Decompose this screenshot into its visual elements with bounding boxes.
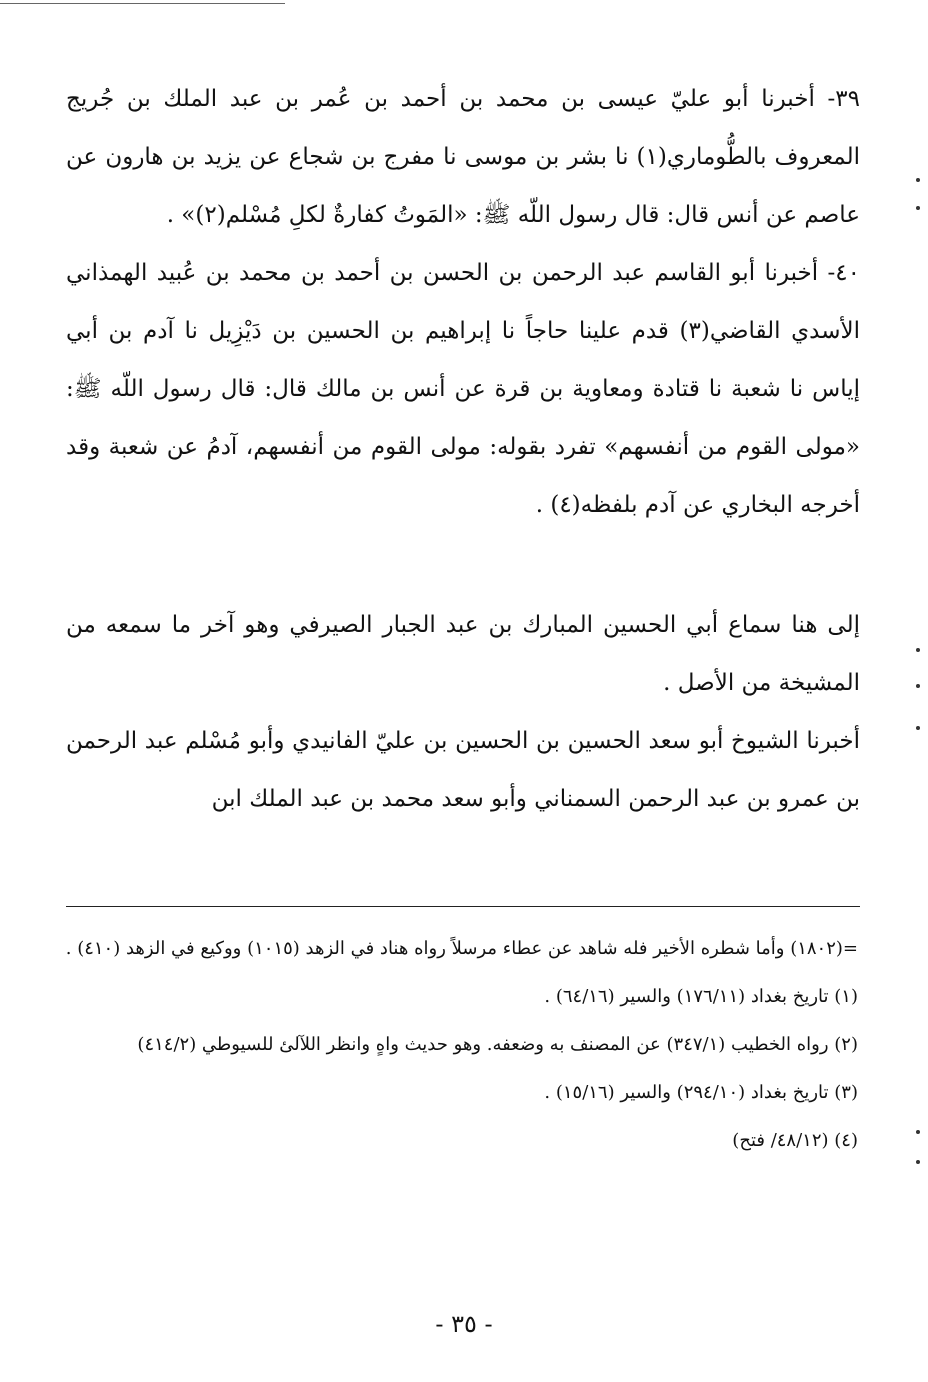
paragraph-gap <box>66 534 860 596</box>
footnote-continuation: =(١٨٠٢) وأما شطره الأخير فله شاهد عن عطاء مرسلاً رواه هناد في الزهد (١٠١٥) ووكيع في الزهد (٤١٠) . <box>65 938 858 959</box>
scan-edge-mark <box>916 684 920 688</box>
footnote-2: (٢) رواه الخطيب (٣٤٧/١) عن المصنف به وضعفه. وهو حديث واهٍ وانظر اللآلئ للسيوطي (٤١٤/٢) <box>137 1034 858 1055</box>
scan-edge-mark <box>916 178 920 182</box>
main-text <box>66 70 860 828</box>
page-number: - ٣٥ - <box>435 1310 493 1338</box>
scan-edge-mark <box>916 726 920 730</box>
footnote-3: (٣) تاريخ بغداد (٢٩٤/١٠) والسير (١٥/١٦) . <box>544 1082 858 1103</box>
hadith-39-paragraph: ٣٩- أخبرنا أبو عليّ عيسى بن محمد بن أحمد بن عُمر بن عبد الملك بن جُريج المعروف بالطُّوماري(١) نا بشر بن موسى نا مفرج بن شجاع عن يزيد بن هارون عن عاصم عن أنس قال: قال رسول اللّه ﷺ: «المَوتُ كفارةٌ لكلِ مُسْلم(٢)» . <box>66 86 860 228</box>
footnote-1: (١) تاريخ بغداد (١٧٦/١١) والسير (٦٤/١٦) . <box>544 986 858 1007</box>
scan-edge-mark <box>916 648 920 652</box>
footnote-4: (٤) (٤٨/١٢/ فتح) <box>732 1130 858 1151</box>
isnad-paragraph: أخبرنا الشيوخ أبو سعد الحسين بن الحسين بن عليّ الفانيدي وأبو مُسْلم عبد الرحمن بن عمرو بن عبد الرحمن السمناني وأبو سعد محمد بن عبد الملك ابن <box>66 728 860 812</box>
sama-note-paragraph: إلى هنا سماع أبي الحسين المبارك بن عبد الجبار الصيرفي وهو آخر ما سمعه من المشيخة من الأصل . <box>66 612 860 696</box>
footnotes <box>62 925 858 1165</box>
scan-edge-mark <box>916 1130 920 1134</box>
scan-edge-mark <box>916 206 920 210</box>
hadith-40-paragraph: ٤٠- أخبرنا أبو القاسم عبد الرحمن بن الحسن بن أحمد بن محمد بن عُبيد الهمذاني الأسدي القاضي(٣) قدم علينا حاجاً نا إبراهيم بن الحسين بن دَيْزِيل نا آدم بن أبي إياس نا شعبة نا قتادة ومعاوية بن قرة عن أنس بن مالك قال: قال رسول اللّه ﷺ: «مولى القوم من أنفسهم» تفرد بقوله: مولى القوم من أنفسهم، آدمُ عن شعبة وقد أخرجه البخاري عن آدم بلفظه(٤) . <box>66 260 860 518</box>
footnote-separator <box>66 906 860 907</box>
top-edge-line <box>0 3 285 4</box>
scan-edge-mark <box>916 1160 920 1164</box>
